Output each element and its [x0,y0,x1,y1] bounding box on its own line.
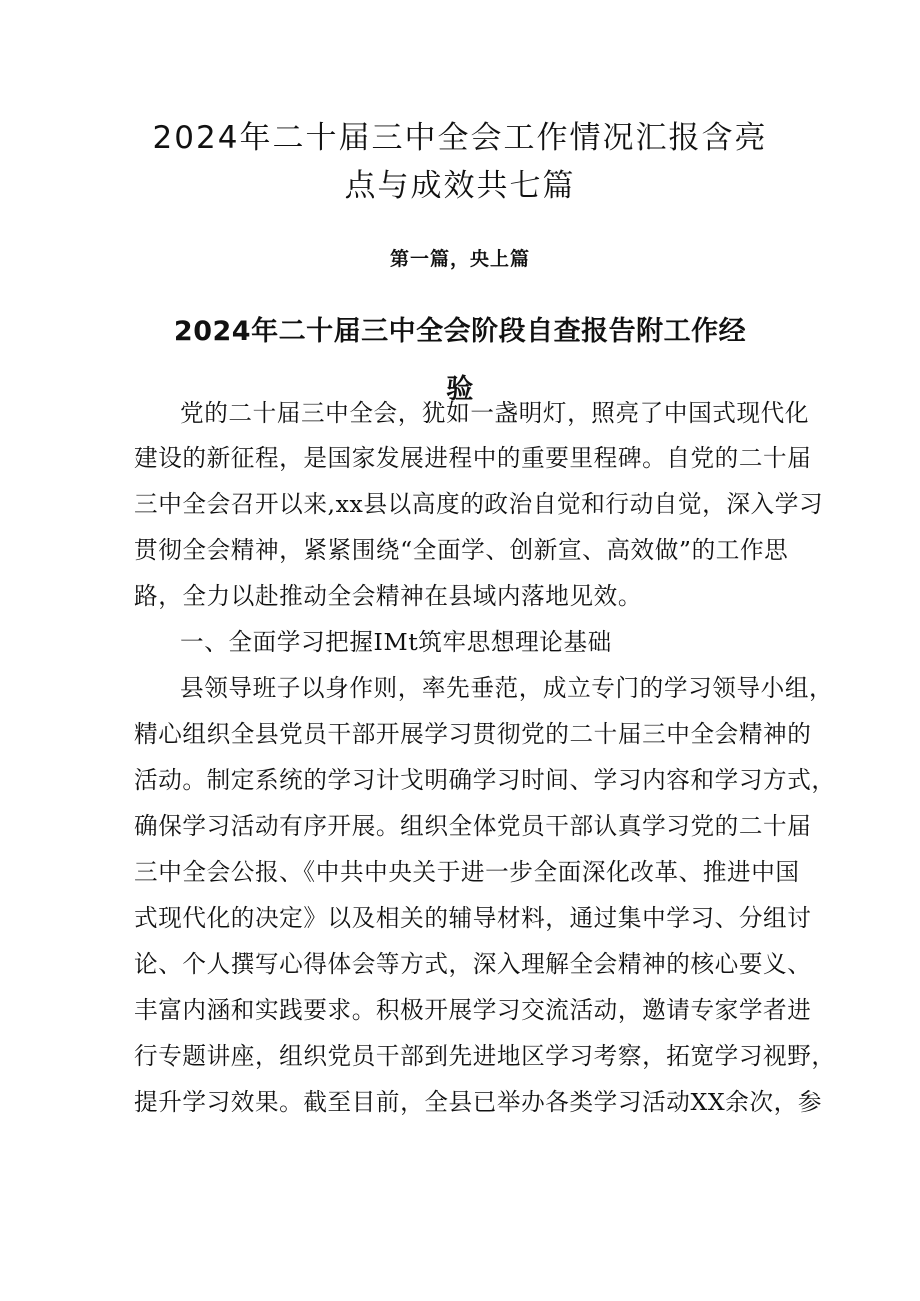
body-text-line: 路，全力以赴推动全会精神在县域内落地见效。 [134,582,643,610]
subsection-heading: 一、全面学习把握IMt筑牢思想理论基础 [180,628,612,656]
body-text-line: 提升学习效果。截至目前，全县已举办各类学习活动XX余次，参 [134,1088,823,1116]
section-title-line-1: 2024年二十届三中全会阶段自查报告附工作经 [173,316,747,348]
chapter-label: 第一篇，央上篇 [389,248,530,270]
body-text-line: 论、个人撰写心得体会等方式，深入理解全会精神的核心要义、 [134,950,812,978]
body-text-line: 三中全会公报、《中共中央关于进一步全面深化改革、推进中国 [134,858,800,886]
body-text-line: 确保学习活动有序开展。组织全体党员干部认真学习党的二十届 [134,812,812,840]
body-text-line: 三中全会召开以来,xx县以高度的政治自觉和行动自觉，深入学习 [134,490,824,518]
body-text-line: 县领导班子以身作则，率先垂范，成立专门的学习领导小组， [180,674,834,702]
body-text-line: 建设的新征程，是国家发展进程中的重要里程碑。自党的二十届 [134,444,812,472]
body-text-line: 精心组织全县党员干部开展学习贯彻党的二十届三中全会精神的 [134,720,812,748]
document-title-line-1: 2024年二十届三中全会工作情况汇报含亮 [152,120,768,156]
body-text-line: 党的二十届三中全会，犹如一盏明灯，照亮了中国式现代化 [180,399,810,427]
body-text-line: 贯彻全会精神，紧紧围绕“全面学、创新宣、高效做”的工作思 [134,536,789,564]
section-title-line-2: 验 [446,374,474,406]
body-text-line: 行专题讲座，组织党员干部到先进地区学习考察，拓宽学习视野， [134,1042,836,1070]
body-text-line: 活动。制定系统的学习计戈明确学习时间、学习内容和学习方式， [134,766,836,794]
document-title-line-2: 点与成效共七篇 [344,168,576,204]
body-text-line: 式现代化的决定》以及相关的辅导材料，通过集中学习、分组讨 [134,904,812,932]
body-text-line: 丰富内涵和实践要求。积极开展学习交流活动，邀请专家学者进 [134,996,812,1024]
